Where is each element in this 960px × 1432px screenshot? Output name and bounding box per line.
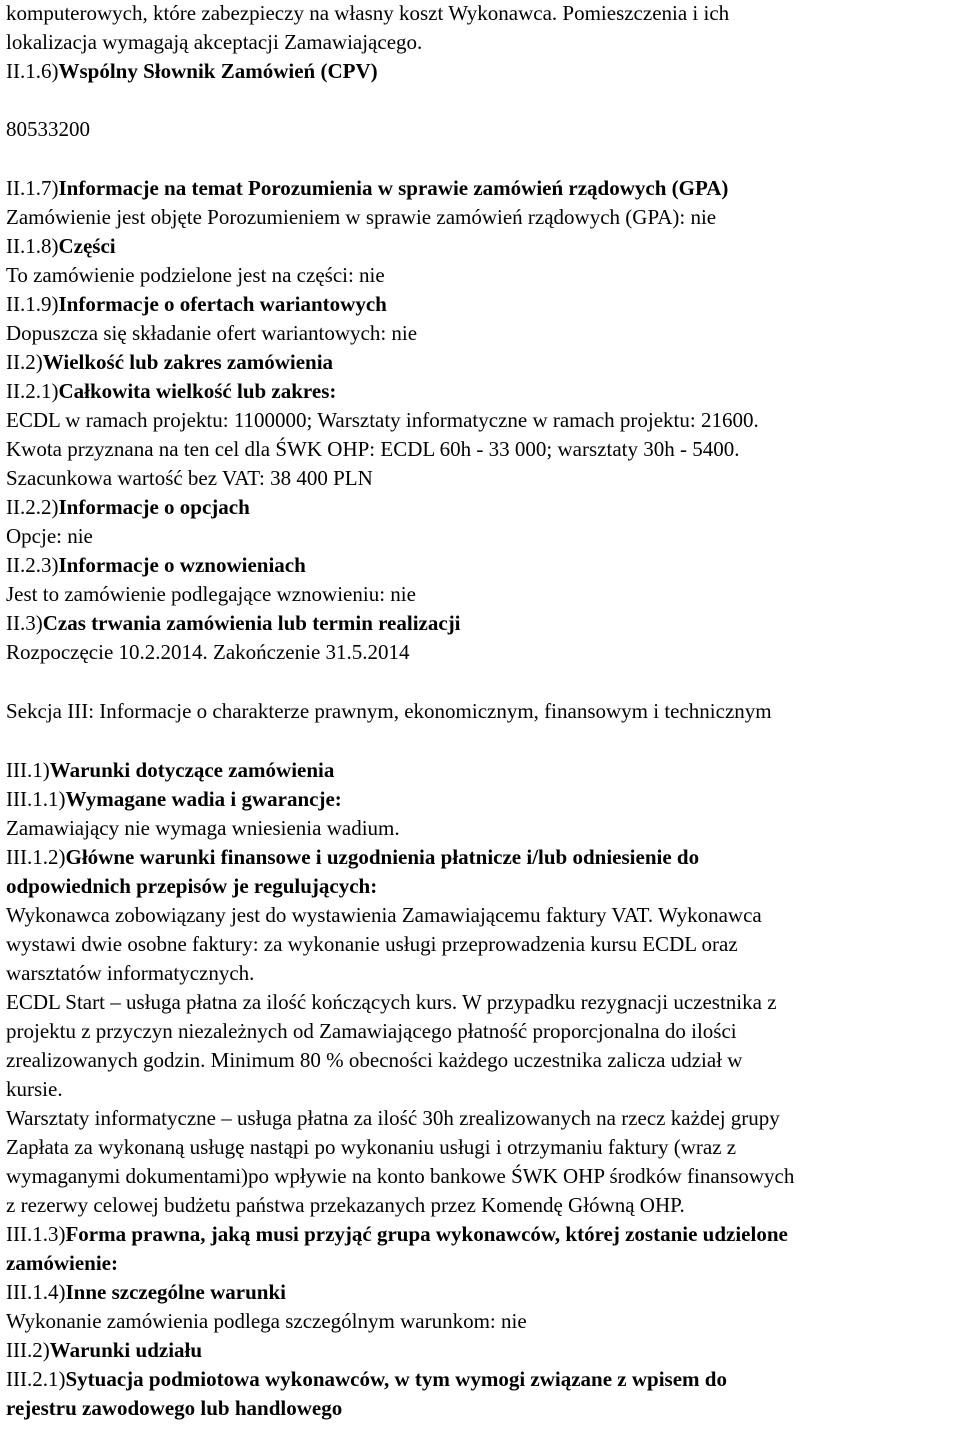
text-line: wystawi dwie osobne faktury: za wykonanie usługi przeprowadzenia kursu ECDL oraz [6, 932, 738, 956]
text-line: Wykonawca zobowiązany jest do wystawienia Zamawiającemu faktury VAT. Wykonawca [6, 903, 762, 927]
text-line: z rezerwy celowej budżetu państwa przekazanych przez Komendę Główną OHP. [6, 1193, 685, 1217]
text-line: kursie. [6, 1077, 63, 1101]
text-line: Warsztaty informatyczne – usługa płatna za ilość 30h zrealizowanych na rzecz każdej grupy [6, 1106, 780, 1130]
text-line: Kwota przyznana na ten cel dla ŚWK OHP: ECDL 60h - 33 000; warsztaty 30h - 5400. [6, 437, 740, 461]
text-line: lokalizacja wymagają akceptacji Zamawiającego. [6, 30, 423, 54]
section-heading: II.2.3)Informacje o wznowieniach [6, 553, 306, 577]
section-heading: II.1.9)Informacje o ofertach wariantowych [6, 292, 387, 316]
text-line: To zamówienie podzielone jest na części: nie [6, 263, 385, 287]
text-line: wymaganymi dokumentami)po wpływie na konto bankowe ŚWK OHP środków finansowych [6, 1164, 795, 1188]
section-heading: III.1.2)Główne warunki finansowe i uzgodnienia płatnicze i/lub odniesienie do [6, 845, 700, 869]
text-line: Opcje: nie [6, 524, 93, 548]
text-line: zrealizowanych godzin. Minimum 80 % obecności każdego uczestnika zalicza udział w [6, 1048, 743, 1072]
text-line: ECDL Start – usługa płatna za ilość kończących kurs. W przypadku rezygnacji uczestnika z [6, 990, 777, 1014]
section-heading-continued: odpowiednich przepisów je regulujących: [6, 874, 378, 898]
section-heading: III.2.1)Sytuacja podmiotowa wykonawców, w tym wymogi związane z wpisem do [6, 1367, 727, 1391]
section-heading: II.3)Czas trwania zamówienia lub termin realizacji [6, 611, 461, 635]
section-heading: III.1.1)Wymagane wadia i gwarancje: [6, 787, 342, 811]
section-heading-continued: zamówienie: [6, 1251, 118, 1275]
section-heading: III.2)Warunki udziału [6, 1338, 203, 1362]
text-line: Jest to zamówienie podlegające wznowieniu: nie [6, 582, 416, 606]
section-heading: III.1)Warunki dotyczące zamówienia [6, 758, 335, 782]
text-line: Szacunkowa wartość bez VAT: 38 400 PLN [6, 466, 373, 490]
section-heading: III.1.3)Forma prawna, jaką musi przyjąć grupa wykonawców, której zostanie udzielone [6, 1222, 788, 1246]
text-line: Zamówienie jest objęte Porozumieniem w sprawie zamówień rządowych (GPA): nie [6, 205, 717, 229]
section-heading: II.1.7)Informacje na temat Porozumienia w sprawie zamówień rządowych (GPA) [6, 176, 729, 200]
text-line: projektu z przyczyn niezależnych od Zamawiającego płatność proporcjonalna do ilości [6, 1019, 737, 1043]
section-heading: II.1.8)Części [6, 234, 116, 258]
section-heading: II.1.6)Wspólny Słownik Zamówień (CPV) [6, 59, 378, 83]
text-line: ECDL w ramach projektu: 1100000; Warsztaty informatyczne w ramach projektu: 21600. [6, 408, 759, 432]
section-title: Sekcja III: Informacje o charakterze prawnym, ekonomicznym, finansowym i technicznym [6, 699, 772, 723]
text-line: komputerowych, które zabezpieczy na własny koszt Wykonawca. Pomieszczenia i ich [6, 1, 730, 25]
section-heading-continued: rejestru zawodowego lub handlowego [6, 1396, 343, 1420]
text-line: Wykonanie zamówienia podlega szczególnym warunkom: nie [6, 1309, 527, 1333]
text-line: Rozpoczęcie 10.2.2014. Zakończenie 31.5.2014 [6, 640, 410, 664]
text-line: Zapłata za wykonaną usługę nastąpi po wykonaniu usługi i otrzymaniu faktury (wraz z [6, 1135, 737, 1159]
section-heading: II.2)Wielkość lub zakres zamówienia [6, 350, 334, 374]
text-line: 80533200 [6, 117, 90, 141]
text-line: Zamawiający nie wymaga wniesienia wadium. [6, 816, 400, 840]
section-heading: II.2.2)Informacje o opcjach [6, 495, 250, 519]
section-heading: III.1.4)Inne szczególne warunki [6, 1280, 286, 1304]
section-heading: II.2.1)Całkowita wielkość lub zakres: [6, 379, 337, 403]
text-line: warsztatów informatycznych. [6, 961, 255, 985]
text-line: Dopuszcza się składanie ofert wariantowych: nie [6, 321, 418, 345]
